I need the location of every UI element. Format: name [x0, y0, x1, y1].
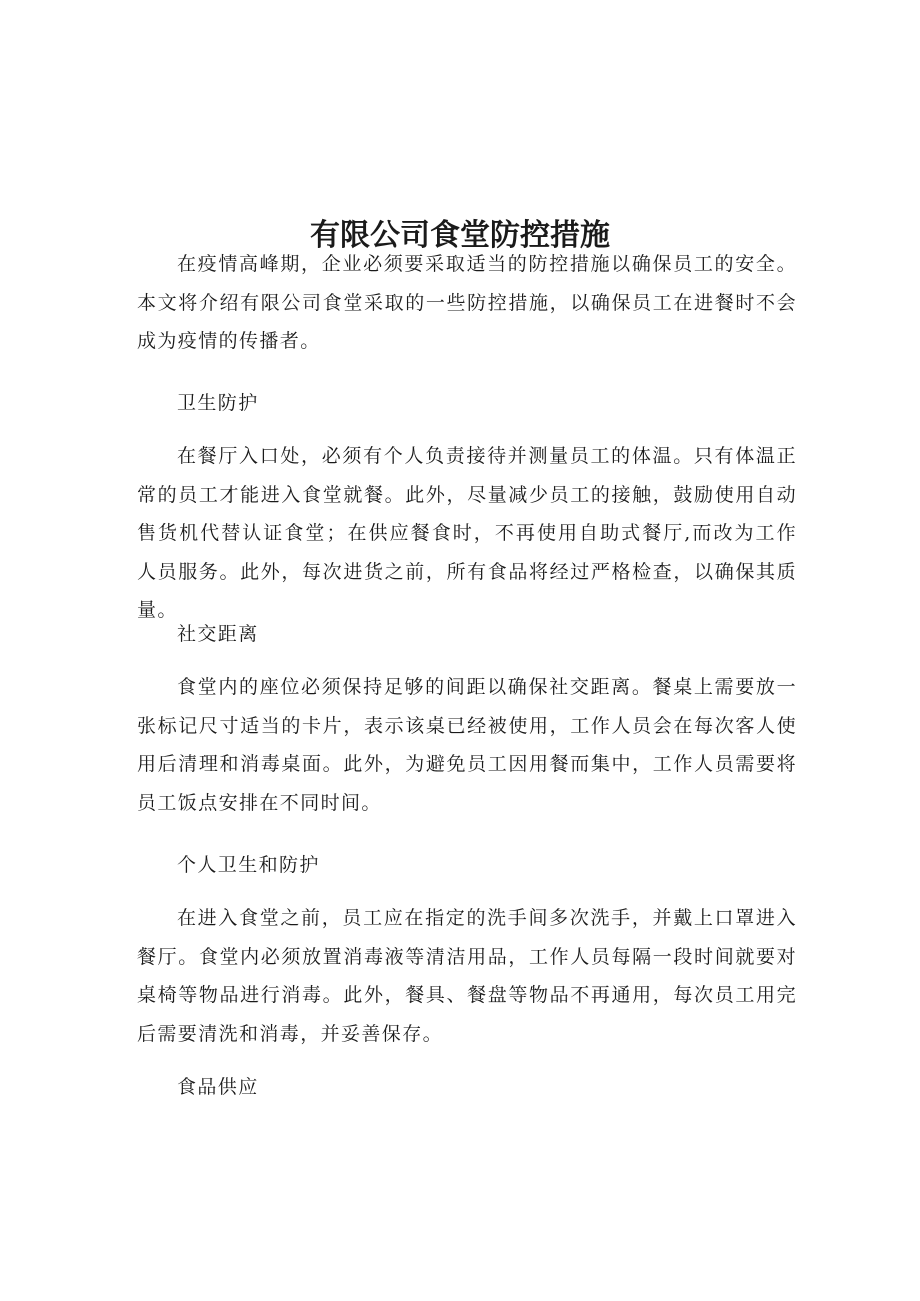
section-heading-distancing: 社交距离	[177, 623, 259, 645]
section-body-distancing: 食堂内的座位必须保持足够的间距以确保社交距离。餐桌上需要放一张标记尺寸适当的卡片，表示该桌已经被使用，工作人员会在每次客人使用后清理和消毒桌面。此外，为避免员工因用餐而集中，工作人员需要将员工饭点安排在不同时间。	[137, 676, 797, 814]
document-title: 有限公司食堂防控措施	[310, 218, 610, 254]
section-heading-food-supply: 食品供应	[177, 1076, 259, 1098]
section-body-hygiene: 在餐厅入口处，必须有个人负责接待并测量员工的体温。只有体温正常的员工才能进入食堂就餐。此外，尽量减少员工的接触，鼓励使用自动售货机代替认证食堂；在供应餐食时，不再使用自助式餐厅,而改为工作人员服务。此外，每次进货之前，所有食品将经过严格检查，以确保其质量。	[137, 445, 797, 621]
section-body-personal-hygiene: 在进入食堂之前，员工应在指定的洗手间多次洗手，并戴上口罩进入餐厅。食堂内必须放置消毒液等清洁用品，工作人员每隔一段时间就要对桌椅等物品进行消毒。此外，餐具、餐盘等物品不再通用，每次员工用完后需要清洗和消毒，并妥善保存。	[137, 907, 797, 1045]
section-heading-hygiene: 卫生防护	[177, 392, 259, 414]
intro-paragraph: 在疫情高峰期，企业必须要采取适当的防控措施以确保员工的安全。本文将介绍有限公司食堂采取的一些防控措施，以确保员工在进餐时不会成为疫情的传播者。	[137, 253, 797, 352]
section-heading-personal-hygiene: 个人卫生和防护	[177, 854, 320, 876]
